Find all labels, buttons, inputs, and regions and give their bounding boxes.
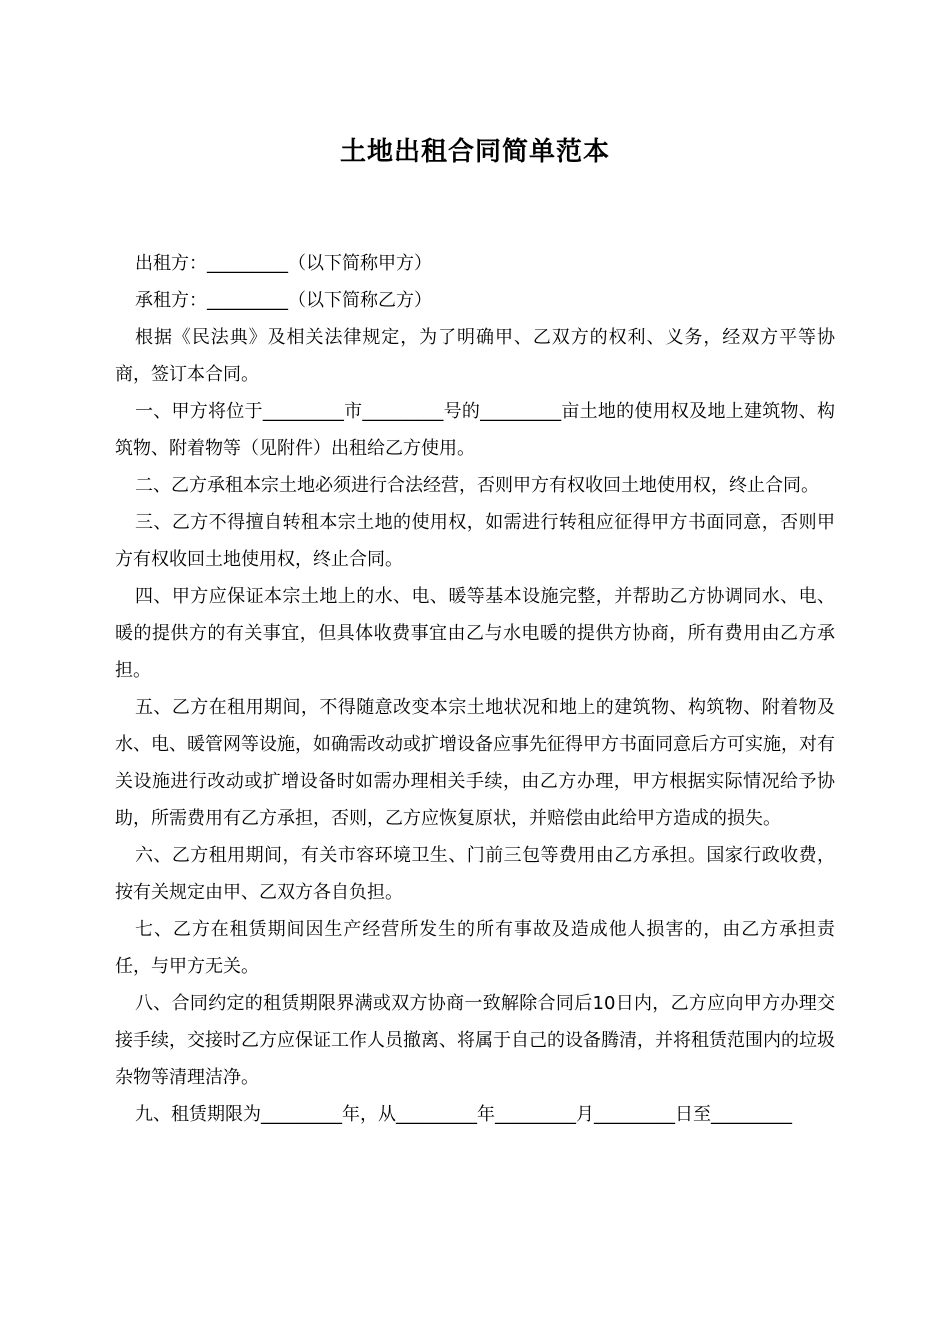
party-lessee-line: 承租方：_________（以下简称乙方）	[135, 290, 432, 311]
clause-5: 五、乙方在租用期间，不得随意改变本宗土地状况和地上的建筑物、构筑物、附着物及水、电、暖管网等设施，如确需改动或扩增设备应事先征得甲方书面同意后方可实施，对有关设施进行改动或扩增设备时如需办理相关手续，由乙方办理，甲方根据实际情况给予协助，所需费用有乙方承担，否则，乙方应恢复原状，并赔偿由此给甲方造成的损失。	[115, 697, 835, 829]
preamble-paragraph: 根据《民法典》及相关法律规定，为了明确甲、乙双方的权利、义务，经双方平等协商，签订本合同。	[115, 327, 835, 385]
clause-9: 九、租赁期限为_________年，从_________年_________月_________日至_________	[135, 1104, 792, 1125]
clause-6: 六、乙方租用期间，有关市容环境卫生、门前三包等费用由乙方承担。国家行政收费，按有关规定由甲、乙双方各自负担。	[115, 845, 835, 903]
clause-4: 四、甲方应保证本宗土地上的水、电、暖等基本设施完整，并帮助乙方协调同水、电、暖的提供方的有关事宜，但具体收费事宜由乙与水电暖的提供方协商，所有费用由乙方承担。	[115, 586, 835, 681]
clause-3: 三、乙方不得擅自转租本宗土地的使用权，如需进行转租应征得甲方书面同意，否则甲方有权收回土地使用权，终止合同。	[115, 512, 835, 570]
document-body	[115, 245, 835, 1133]
clause-8: 八、合同约定的租赁期限界满或双方协商一致解除合同后10日内，乙方应向甲方办理交接手续，交接时乙方应保证工作人员撤离、将属于自己的设备腾清，并将租赁范围内的垃圾杂物等清理洁净。	[115, 993, 835, 1088]
clause-2: 二、乙方承租本宗土地必须进行合法经营，否则甲方有权收回土地使用权，终止合同。	[135, 475, 819, 496]
clause-1: 一、甲方将位于_________市_________号的_________亩土地的使用权及地上建筑物、构筑物、附着物等（见附件）出租给乙方使用。	[115, 401, 835, 459]
party-lessor-line: 出租方：_________（以下简称甲方）	[135, 253, 432, 274]
clause-7: 七、乙方在租赁期间因生产经营所发生的所有事故及造成他人损害的，由乙方承担责任，与甲方无关。	[115, 919, 835, 977]
document-title: 土地出租合同简单范本	[339, 137, 610, 167]
